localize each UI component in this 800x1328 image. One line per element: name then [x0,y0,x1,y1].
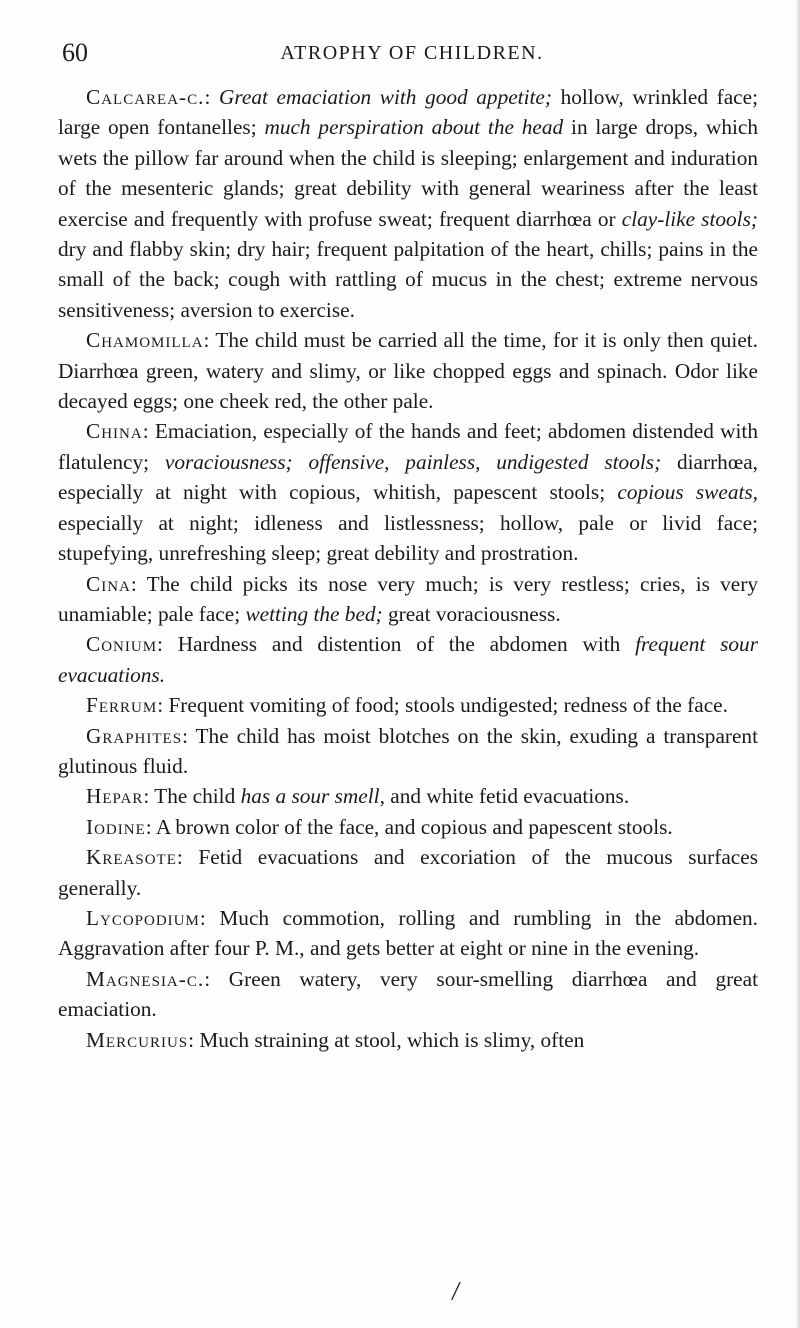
remedy-separator: : [157,693,169,718]
remedy-separator: : [176,845,199,870]
emphasized-symptom: wetting the bed; [245,601,383,626]
remedy-entry [58,416,758,568]
remedy-entry [58,842,758,903]
remedy-separator: : [182,723,196,748]
symptom-text: great voraciousness. [382,601,561,626]
running-head: ATROPHY OF CHILDREN. [280,42,544,64]
remedy-name: Magnesia-c. [86,966,205,991]
remedy-entry [58,82,758,325]
remedy-separator: : [157,632,178,657]
emphasized-symptom: voraciousness; offensive, painless, undigested stools; [164,449,662,474]
emphasized-symptom: clay-like stools; [621,206,758,231]
emphasized-symptom: much perspiration about the head [264,115,564,140]
remedy-entry [58,812,758,842]
remedy-separator: : [188,1027,200,1052]
remedy-entry [58,964,758,1025]
symptom-text: Frequent vomiting of food; stools undigested; redness of the face. [168,693,728,718]
remedy-list [58,82,758,1055]
symptom-text: Much straining at stool, which is slimy, often [199,1027,585,1052]
remedy-entry [58,325,758,416]
remedy-name: Chamomilla [86,328,204,353]
symptom-text: dry and flabby skin; dry hair; frequent palpitation of the heart, chills; pains in the small of the back; cough with rattling of mucus in the chest; extreme nervous sensitiveness; aversion to exercise. [58,237,758,322]
symptom-text: and white fetid evacuations. [384,784,630,809]
symptom-text: A brown color of the face, and copious and papescent stools. [155,814,673,839]
remedy-separator: : [145,814,156,839]
emphasized-symptom: Great emaciation with good appetite; [219,85,552,109]
remedy-name: Calcarea-c. [86,85,205,109]
symptom-text: especially at night; idleness and listlessness; hollow, pale or livid face; stupefying, unrefreshing sleep; great debility and prostration. [58,510,758,566]
page-header [62,38,762,68]
remedy-entry [58,629,758,690]
remedy-entry [58,721,758,782]
remedy-separator: : [203,328,216,353]
symptom-text: The child [154,784,241,809]
remedy-name: Graphites [86,723,183,748]
signature-mark: / [450,1275,462,1308]
remedy-name: Conium [86,632,158,657]
remedy-separator: : [204,966,229,991]
symptom-text: Hardness and distention of the abdomen with [177,632,636,657]
remedy-name: Mercurius [86,1027,189,1052]
remedy-entry [58,781,758,811]
symptom-text: Fetid evacuations and excoriation of the mucous surfaces generally. [58,845,758,900]
symptom-text: The child has moist blotches on the skin, exuding a transparent glutinous fluid. [58,723,759,778]
symptom-text: in large drops, which wets the pillow far around when the child is sleeping; enlargement and induration of the mesenteric glands; great debility with general weariness after the least exercise and frequently with profuse sweat; frequent diarrhœa or [58,115,758,231]
remedy-name: Hepar [86,784,144,809]
emphasized-symptom: has a sour smell, [240,784,385,809]
remedy-entry [58,903,758,964]
remedy-entry [58,569,758,630]
remedy-name: Ferrum [86,693,158,718]
symptom-text: diarrhœa, especially at night with copious, whitish, papescent stools; [58,449,758,505]
remedy-name: Kreasote [86,845,177,870]
remedy-name: China [86,419,143,444]
remedy-separator: : [199,905,220,930]
page-number: 60 [62,38,88,67]
symptom-text: Emaciation, especially of the hands and feet; abdomen distended with flatulency; [58,419,758,474]
remedy-separator: : [143,784,155,809]
emphasized-symptom: frequent sour evacuations. [58,632,758,687]
symptom-text: hollow, wrinkled face; large open fontanelles; [58,85,759,140]
symptom-text: The child must be carried all the time, for it is only then quiet. Diarrhœa green, watery and slimy, or like chopped eggs and spinach. Odor like decayed eggs; one cheek red, the other pale. [58,328,759,414]
symptom-text: Much commotion, rolling and rumbling in the abdomen. Aggravation after four P. M., and gets better at eight or nine in the evening. [58,905,758,961]
remedy-separator: : [142,419,155,444]
emphasized-symptom: copious sweats, [617,480,759,505]
remedy-separator: : [204,85,220,109]
remedy-entry [58,690,758,720]
remedy-separator: : [130,571,147,596]
remedy-name: Cina [86,571,131,596]
remedy-name: Lycopodium [86,905,200,930]
remedy-name: Iodine [86,814,146,839]
remedy-entry [58,1025,758,1055]
symptom-text: Green watery, very sour-smelling diarrhœa and great emaciation. [58,966,759,1022]
symptom-text: The child picks its nose very much; is very restless; cries, is very unamiable; pale face; [58,571,758,626]
page-edge-shadow [795,0,800,1328]
